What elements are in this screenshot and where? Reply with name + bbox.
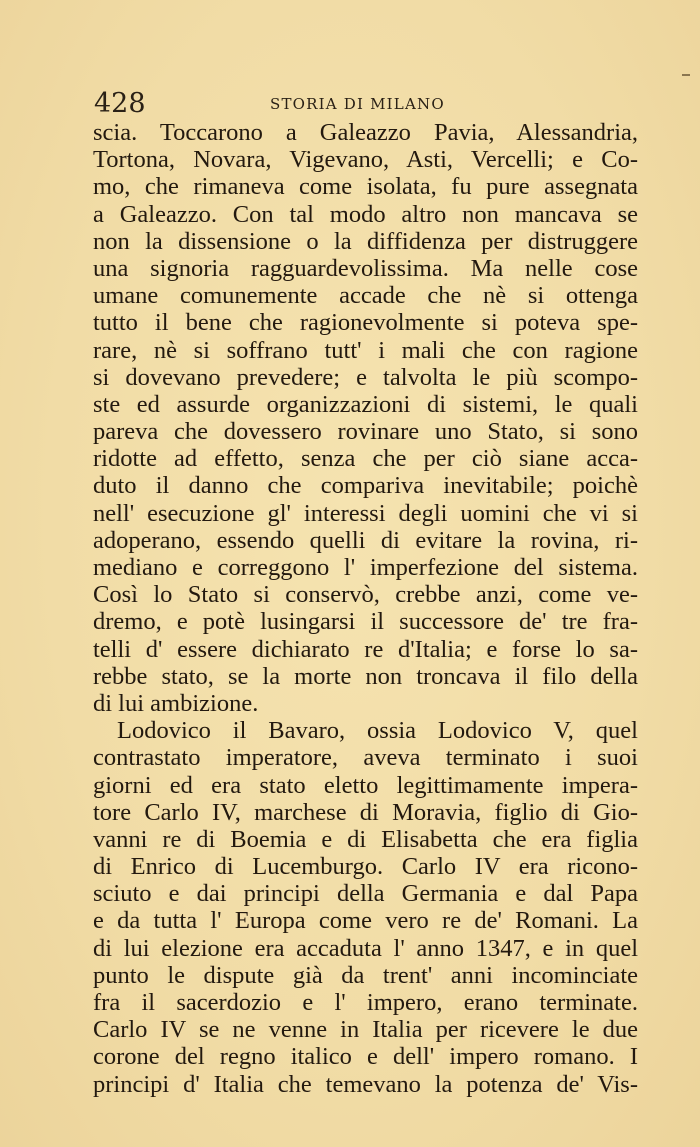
text-line: Carlo IV se ne venne in Italia per ricevere le due <box>93 1016 638 1044</box>
text-line: ste ed assurde organizzazioni di sistemi, le quali <box>93 390 638 418</box>
text-line: Così lo Stato si conservò, crebbe anzi, come ve- <box>93 581 638 609</box>
paragraph-2 <box>93 717 638 1098</box>
text-line: scia. Toccarono a Galeazzo Pavia, Alessandria, <box>93 119 638 146</box>
body-text <box>93 119 638 1098</box>
paragraph-1 <box>93 119 638 717</box>
text-line: pareva che dovessero rovinare uno Stato, si sono <box>93 418 638 446</box>
text-line: mo, che rimaneva come isolata, fu pure assegnata <box>93 173 638 201</box>
text-line: di lui ambizione. <box>93 689 259 717</box>
text-line: rebbe stato, se la morte non troncava il filo della <box>93 662 638 690</box>
text-line: tutto il bene che ragionevolmente si poteva spe- <box>93 309 638 337</box>
text-line: sciuto e dai principi della Germania e dal Papa <box>93 880 638 908</box>
text-line: principi d' Italia che temevano la potenza de' Vis- <box>93 1070 638 1098</box>
text-line: Tortona, Novara, Vigevano, Asti, Vercelli; e Co- <box>93 146 638 174</box>
text-line: ridotte ad effetto, senza che per ciò siane acca- <box>93 445 638 473</box>
text-line: non la dissensione o la diffidenza per distruggere <box>93 227 638 255</box>
page-number: 428 <box>94 88 146 119</box>
page-header <box>94 89 639 119</box>
text-line: Lodovico il Bavaro, ossia Lodovico V, quel <box>117 717 638 745</box>
text-line: adoperano, essendo quelli di evitare la rovina, ri- <box>93 526 638 554</box>
text-line: nell' esecuzione gl' interessi degli uomini che vi si <box>93 499 638 527</box>
text-line: duto il danno che compariva inevitabile; poichè <box>93 472 638 500</box>
text-line: corone del regno italico e dell' impero romano. I <box>93 1043 638 1071</box>
text-line: tore Carlo IV, marchese di Moravia, figlio di Gio- <box>93 798 638 826</box>
text-line: rare, nè si soffrano tutt' i mali che con ragione <box>93 336 638 364</box>
text-line: di Enrico di Lucemburgo. Carlo IV era ricono- <box>93 853 638 881</box>
text-line: umane comunemente accade che nè si ottenga <box>93 282 638 310</box>
text-line: punto le dispute già da trent' anni incominciate <box>93 961 638 989</box>
scan-mark <box>682 74 690 76</box>
running-title: STORIA DI MILANO <box>270 95 445 113</box>
text-line: si dovevano prevedere; e talvolta le più scompo- <box>93 363 638 391</box>
text-line: vanni re di Boemia e di Elisabetta che era figlia <box>93 825 638 853</box>
text-line: a Galeazzo. Con tal modo altro non mancava se <box>93 200 638 228</box>
text-line: mediano e correggono l' imperfezione del sistema. <box>93 554 638 581</box>
text-line: di lui elezione era accaduta l' anno 1347, e in quel <box>93 934 638 962</box>
text-line: e da tutta l' Europa come vero re de' Romani. La <box>93 907 638 935</box>
text-line: fra il sacerdozio e l' impero, erano terminate. <box>93 989 638 1016</box>
text-line: giorni ed era stato eletto legittimamente impera- <box>93 771 638 799</box>
text-line: una signoria ragguardevolissima. Ma nelle cose <box>93 254 638 282</box>
text-line: contrastato imperatore, aveva terminato i suoi <box>93 744 638 772</box>
text-line: telli d' essere dichiarato re d'Italia; e forse lo sa- <box>93 635 638 663</box>
text-line: dremo, e potè lusingarsi il successore de' tre fra- <box>93 608 638 636</box>
